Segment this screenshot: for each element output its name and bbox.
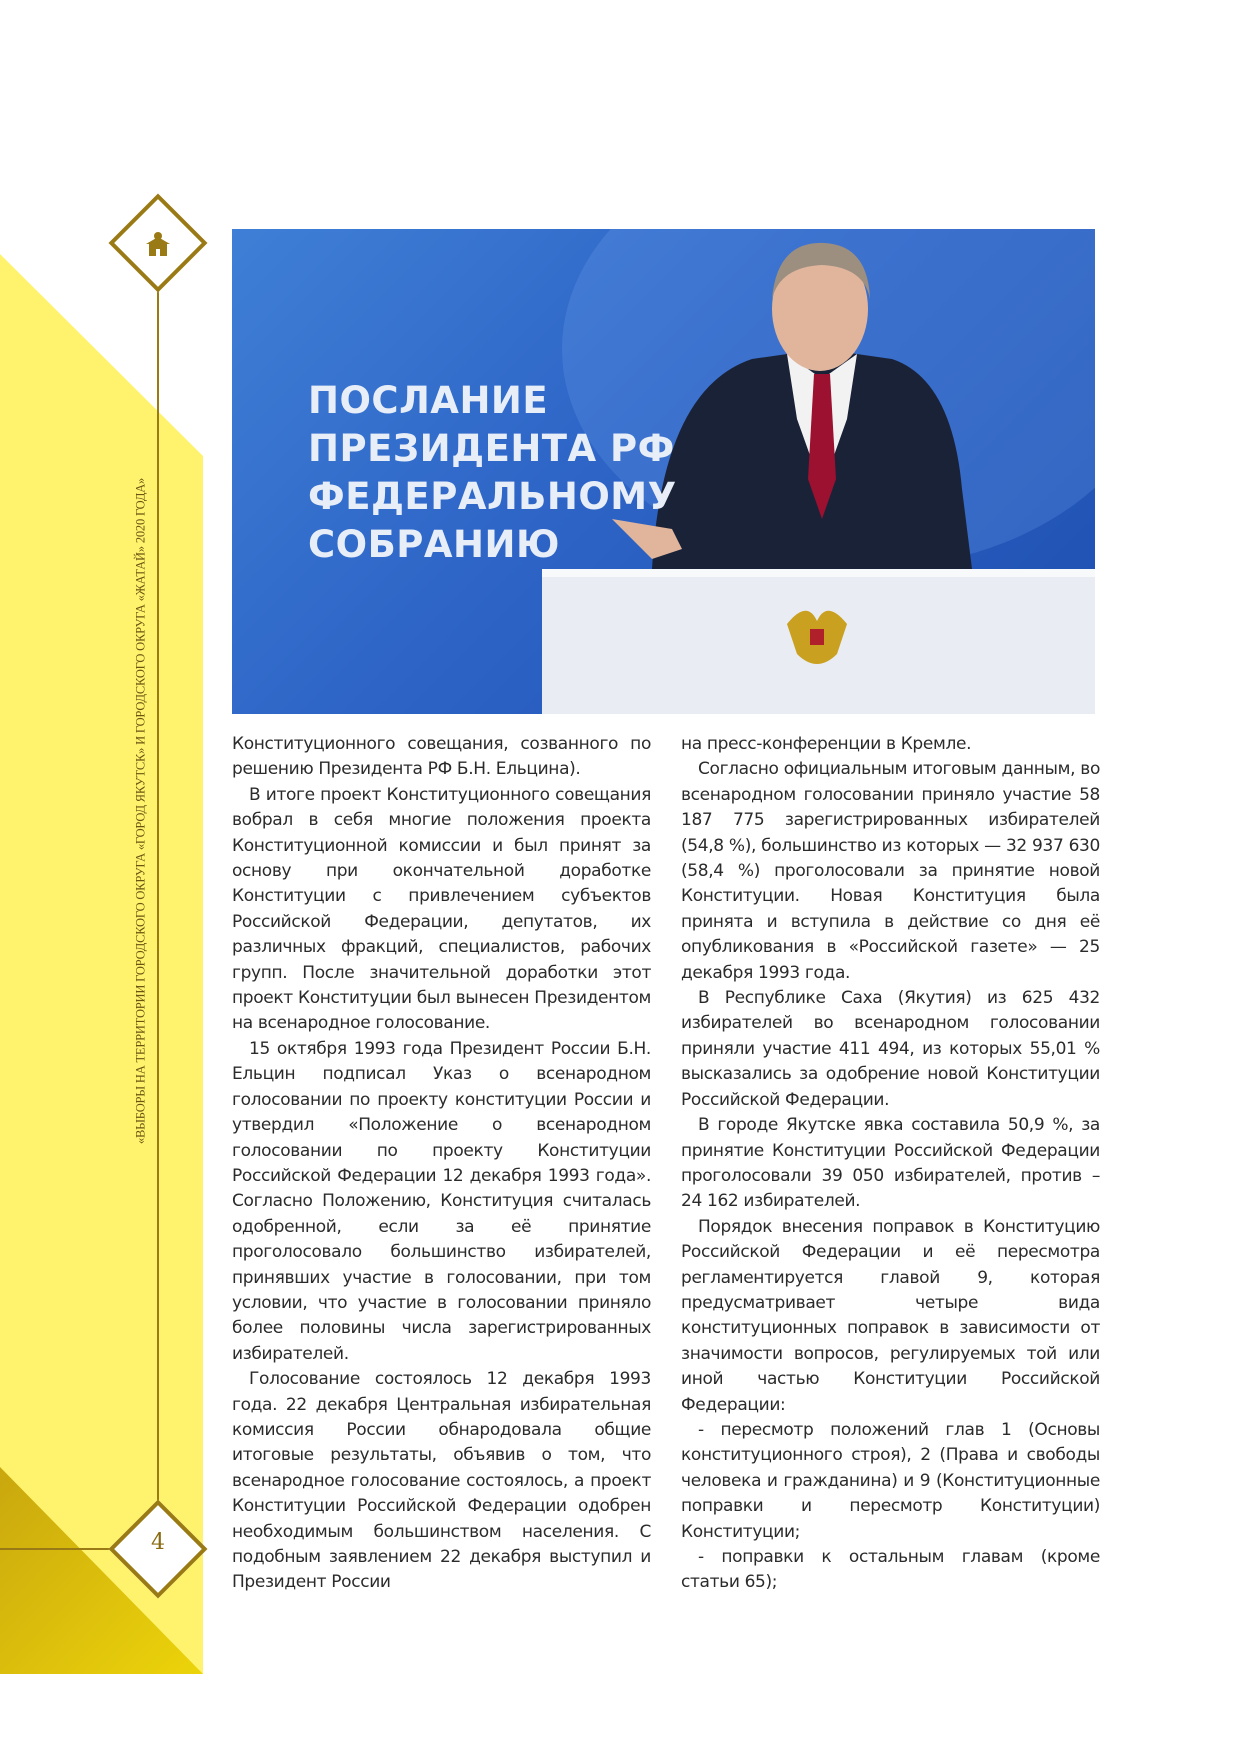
photo-title-line: ПРЕЗИДЕНТА РФ xyxy=(308,427,675,470)
photo-title-line: ФЕДЕРАЛЬНОМУ xyxy=(308,475,677,518)
paragraph: В итоге проект Конституционного совещания вобрал в себя многие положения проекта Конституционной комиссии и был принят за основу при окончательной доработке Конституции с привлечением субъектов Российской Федерации, депутатов, их различных фракций, специалистов, рабочих групп. После значительной доработки этот проект Конституции был вынесен Президентом на всенародное голосование. xyxy=(232,784,651,1034)
paragraph: Голосование состоялось 12 декабря 1993 года. 22 декабря Центральная избирательная комиссия России обнародовала общие итоговые результаты, объявив о том, что всенародное голосование состоялось, а проект Конституции Российской Федерации одобрен необходимым большинством населения. С подобным заявлением 22 декабря выступил и Президент России xyxy=(232,1369,651,1593)
paragraph: 15 октября 1993 года Президент России Б.Н. Ельцин подписал Указ о всенародном голосовании по проекту конституции России и утвердил «Положение о всенародном голосовании по проекту Конституции Российской Федерации 12 декабря 1993 года». Согласно Положению, Конституция считалась одобренной, если за её принятие проголосовало большинство избирателей, принявших участие в голосовании, при том условии, что участие в голосовании приняло более половины числа зарегистрированных избирателей. xyxy=(232,1038,651,1364)
list-item: - поправки к остальным главам (кроме статьи 65); xyxy=(681,1547,1100,1593)
photo-title xyxy=(308,377,677,569)
photo-title-line: ПОСЛАНИЕ xyxy=(308,379,549,422)
vertical-rule xyxy=(157,243,159,1549)
photo-title-line: СОБРАНИЮ xyxy=(308,523,560,566)
paragraph: В городе Якутске явка составила 50,9 %, за принятие Конституции Российской Федерации проголосовали 39 050 избирателей, против – 24 162 избирателей. xyxy=(681,1115,1100,1212)
list-item: - пересмотр положений глав 1 (Основы конституционного строя), 2 (Права и свободы человека и гражданина) и 9 (Конституционные поправки и пересмотр Конституции) Конституции; xyxy=(681,1419,1100,1542)
photo-presidential-address xyxy=(232,229,1095,714)
text-column-left xyxy=(232,732,651,1596)
paragraph: Порядок внесения поправок в Конституцию Российской Федерации и её пересмотра регламентируется главой 9, которая предусматривает четыре вида конституционных поправок в зависимости от значимости вопросов, регулируемых той или иной частью Конституции Российской Федерации: xyxy=(681,1216,1100,1415)
house-icon xyxy=(142,228,174,260)
paragraph: Согласно официальным итоговым данным, во всенародном голосовании приняло участие 58 187 775 зарегистрированных избирателей (54,8 %), большинство из которых — 32 937 630 (58,4 %) проголосовали за принятие новой Конституции. Новая Конституция была принята и вступила в действие со дня её опубликования в «Российской газете» — 25 декабря 1993 года. xyxy=(681,759,1100,983)
paragraph: Конституционного совещания, созванного по решению Президента РФ Б.Н. Ельцина). xyxy=(232,734,651,780)
text-column-right xyxy=(681,732,1100,1596)
side-header: «ВЫБОРЫ НА ТЕРРИТОРИИ ГОРОДСКОГО ОКРУГА «ГОРОД ЯКУТСК» И ГОРОДСКОГО ОКРУГА «ЖАТАЙ» 2020 ГОДА» xyxy=(133,477,148,1145)
paragraph: на пресс-конференции в Кремле. xyxy=(681,734,972,754)
paragraph: В Республике Саха (Якутия) из 625 432 избирателей во всенародном голосовании приняли участие 411 494, из которых 55,01 % высказались за одобрение новой Конституции Российской Федерации. xyxy=(681,988,1100,1110)
page-number: 4 xyxy=(151,1530,165,1555)
